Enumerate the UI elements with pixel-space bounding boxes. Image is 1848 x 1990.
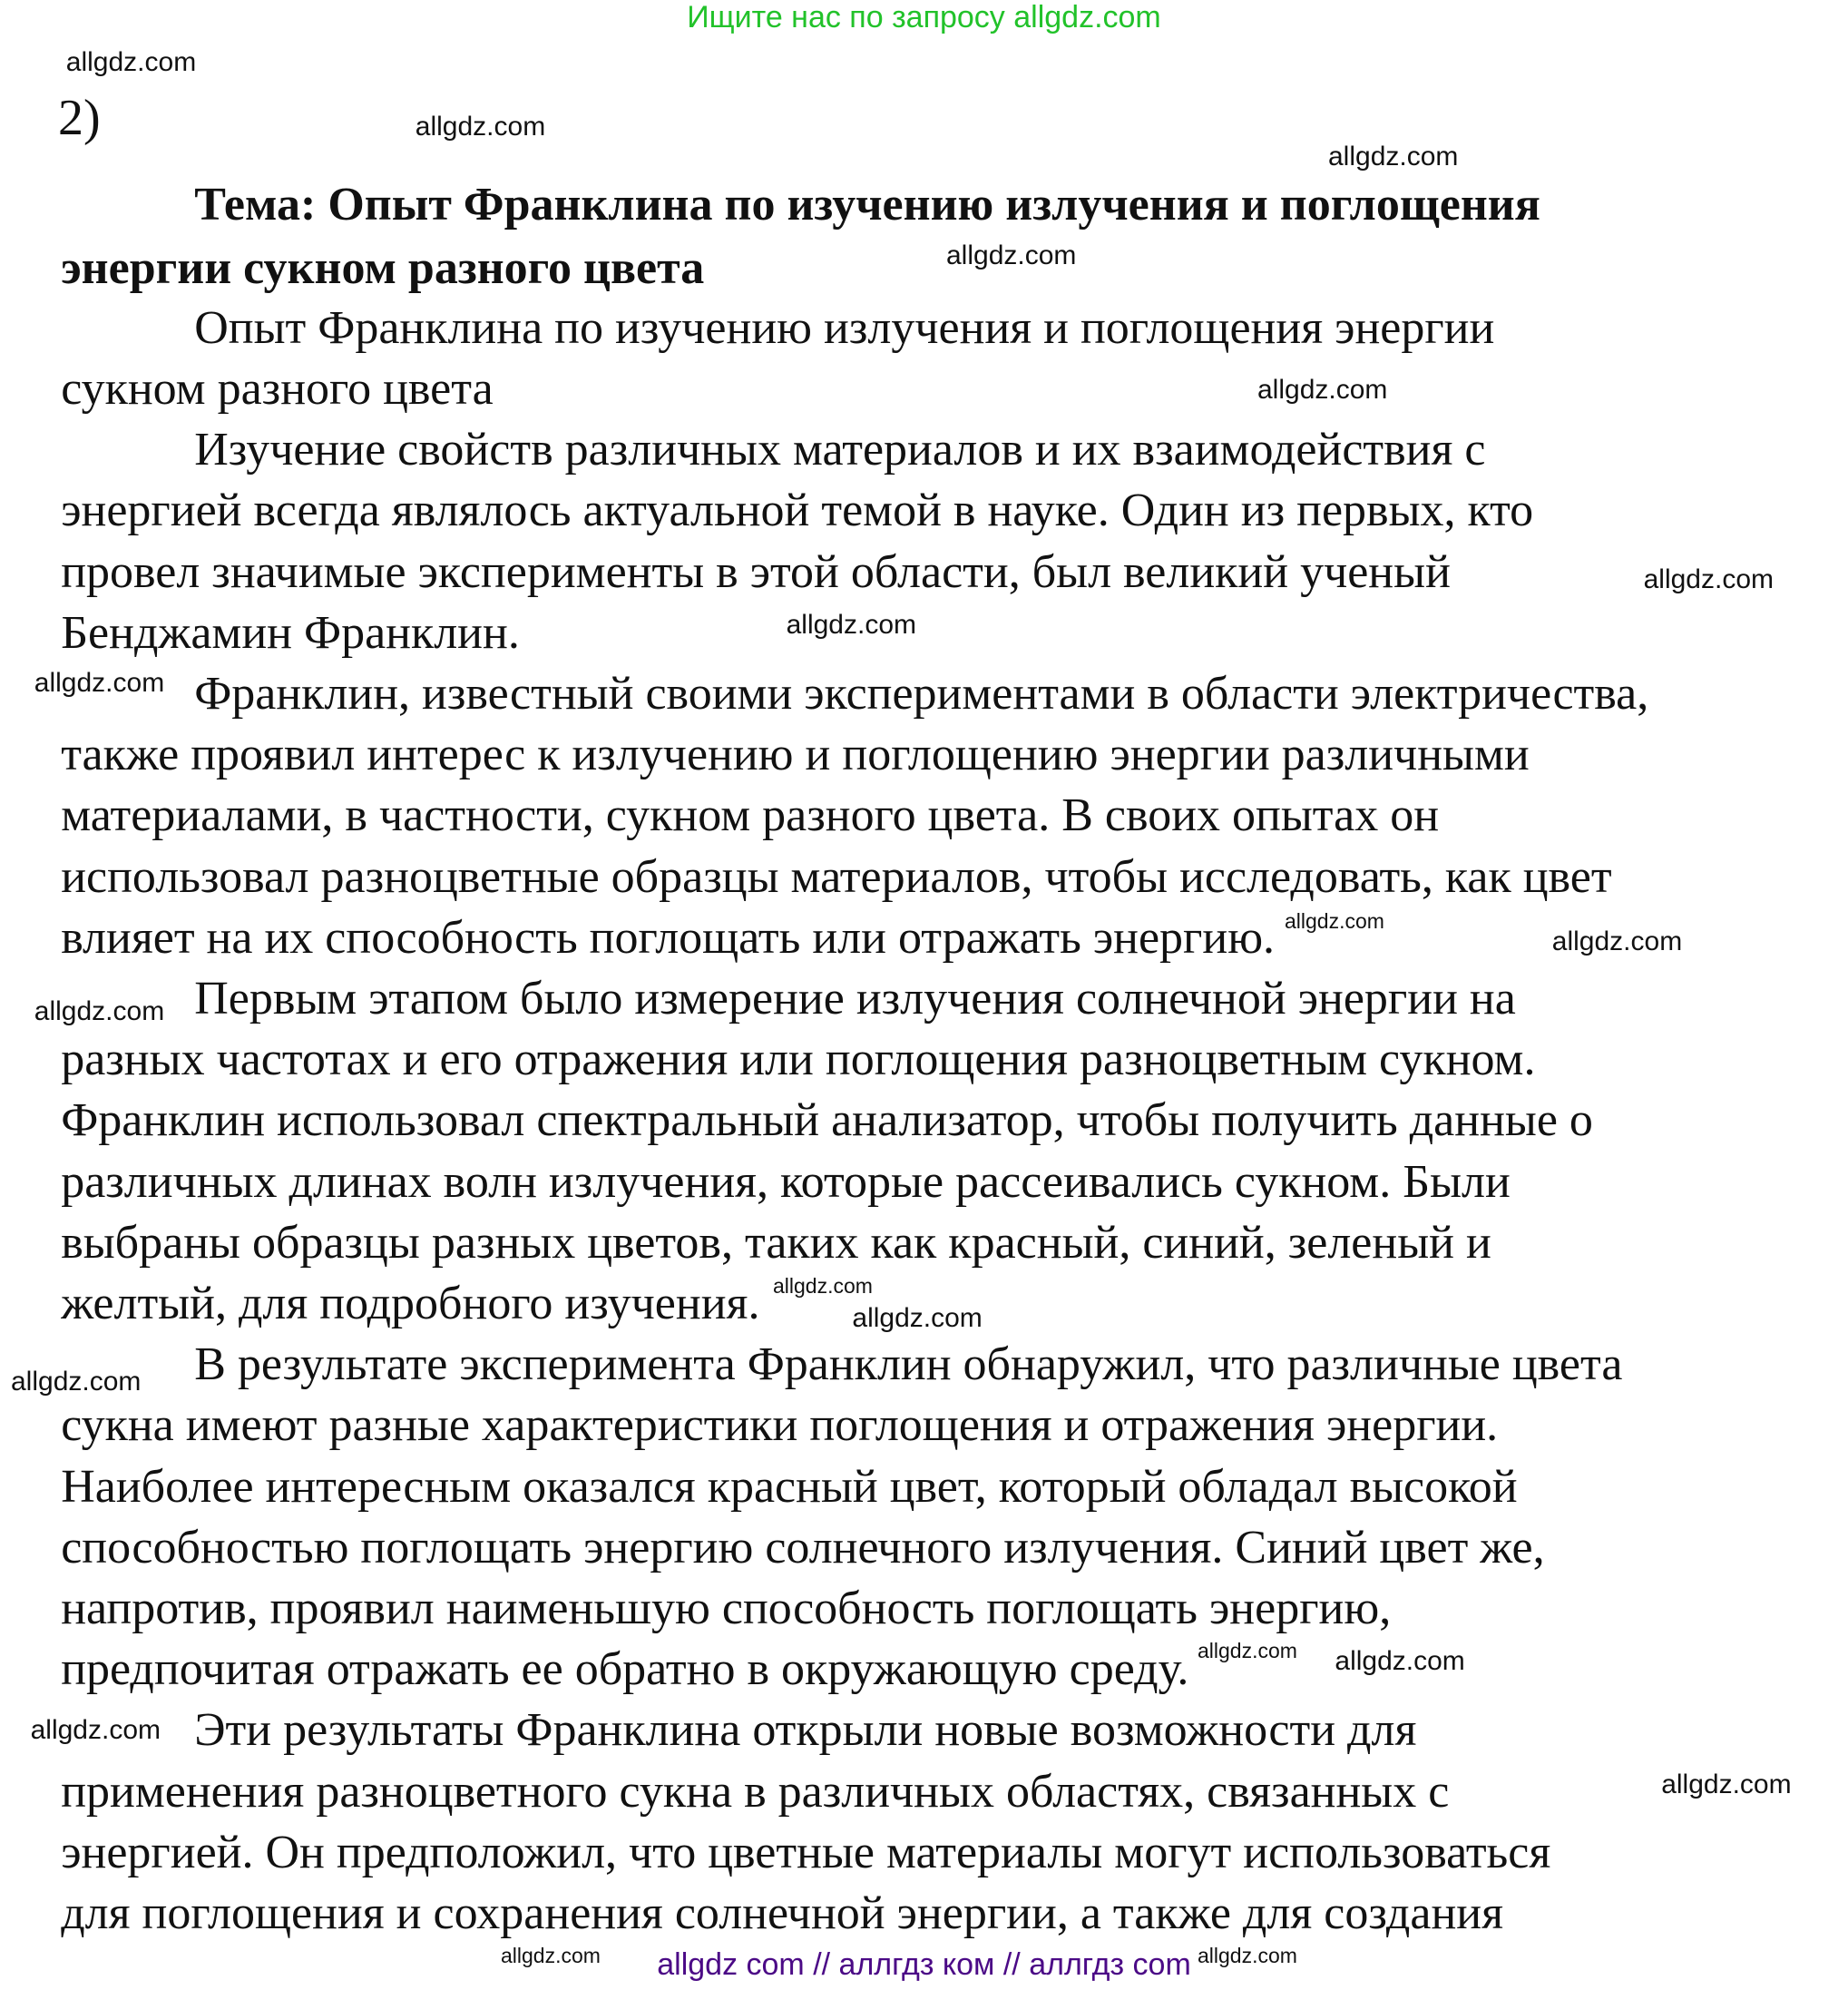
watermark: allgdz.com xyxy=(1198,1944,1297,1967)
watermark: allgdz.com xyxy=(501,1944,601,1967)
watermark: allgdz.com xyxy=(1257,375,1388,405)
watermark: allgdz.com xyxy=(1643,564,1774,594)
paragraph-line: материалами, в частности, сукном разного цвета. В своих опытах он xyxy=(61,789,1440,842)
watermark: allgdz.com xyxy=(1285,909,1384,933)
watermark: allgdz.com xyxy=(1661,1769,1792,1800)
watermark: allgdz.com xyxy=(946,240,1077,270)
document-title-line: энергии сукном разного цвета xyxy=(61,242,705,294)
watermark: allgdz.com xyxy=(1551,926,1683,956)
paragraph-line: напротив, проявил наименьшую способность поглощать энергию, xyxy=(61,1583,1392,1634)
paragraph-line: для поглощения и сохранения солнечной энергии, а также для создания xyxy=(61,1887,1504,1939)
paragraph-line: Первым этапом было измерение излучения солнечной энергии на xyxy=(194,973,1516,1024)
paragraph-line: Наиболее интересным оказался красный цвет, который обладал высокой xyxy=(61,1460,1518,1513)
top-banner: Ищите нас по запросу allgdz.com xyxy=(687,0,1161,34)
paragraph-line: провел значимые эксперименты в этой области, был великий ученый xyxy=(61,545,1451,598)
watermark: allgdz.com xyxy=(34,995,165,1026)
watermark: allgdz.com xyxy=(415,112,546,142)
watermark: allgdz.com xyxy=(852,1303,983,1334)
paragraph-line: энергией. Он предположил, что цветные материалы могут использоваться xyxy=(61,1826,1551,1878)
paragraph-line: энергией всегда являлось актуальной темой в науке. Один из первых, кто xyxy=(61,485,1534,537)
paragraph-line: сукном разного цвета xyxy=(61,363,494,415)
task-number: 2) xyxy=(58,90,101,146)
paragraph-line: сукна имеют разные характеристики поглощения и отражения энергии. xyxy=(61,1399,1499,1452)
paragraph-line: Изучение свойств различных материалов и их взаимодействия с xyxy=(194,424,1486,476)
paragraph-line: Франклин, известный своими экспериментами в области электричества, xyxy=(194,668,1649,720)
paragraph-line: различных длинах волн излучения, которые рассеивались сукном. Были xyxy=(61,1155,1511,1208)
paragraph-line: способностью поглощать энергию солнечного излучения. Синий цвет же, xyxy=(61,1521,1545,1573)
paragraph-line: также проявил интерес к излучению и поглощению энергии различными xyxy=(61,729,1530,781)
paragraph-line: желтый, для подробного изучения. xyxy=(61,1278,760,1329)
footer-watermark: allgdz com // аллгдз ком // аллгдз com xyxy=(657,1947,1191,1982)
paragraph-line: Бенджамин Франклин. xyxy=(61,606,520,659)
paragraph-line: применения разноцветного сукна в различных областях, связанных с xyxy=(61,1765,1450,1818)
watermark: allgdz.com xyxy=(1335,1646,1465,1677)
watermark: allgdz.com xyxy=(11,1367,142,1397)
watermark: allgdz.com xyxy=(773,1274,873,1298)
paragraph-line: влияет на их способность поглощать или отражать энергию. xyxy=(61,911,1276,964)
paragraph-line: выбраны образцы разных цветов, таких как красный, синий, зеленый и xyxy=(61,1216,1491,1269)
paragraph-line: использовал разноцветные образцы материалов, чтобы исследовать, как цвет xyxy=(61,850,1612,903)
paragraph-line: Эти результаты Франклина открыли новые возможности для xyxy=(194,1704,1417,1757)
watermark: allgdz.com xyxy=(65,46,197,77)
paragraph-line: разных частотах и его отражения или поглощения разноцветным сукном. xyxy=(61,1034,1536,1086)
paragraph-line: В результате эксперимента Франклин обнаружил, что различные цвета xyxy=(194,1338,1623,1391)
watermark: allgdz.com xyxy=(30,1715,161,1745)
paragraph-line: предпочитая отражать ее обратно в окружающую среду. xyxy=(61,1643,1189,1696)
watermark: allgdz.com xyxy=(1328,142,1459,172)
watermark: allgdz.com xyxy=(34,668,165,699)
paragraph-line: Опыт Франклина по изучению излучения и поглощения энергии xyxy=(194,301,1495,354)
watermark: allgdz.com xyxy=(786,610,916,640)
document-title-line: Тема: Опыт Франклина по изучению излучения и поглощения xyxy=(194,179,1540,230)
watermark: allgdz.com xyxy=(1198,1639,1297,1662)
paragraph-line: Франклин использовал спектральный анализатор, чтобы получить данные о xyxy=(61,1094,1593,1147)
